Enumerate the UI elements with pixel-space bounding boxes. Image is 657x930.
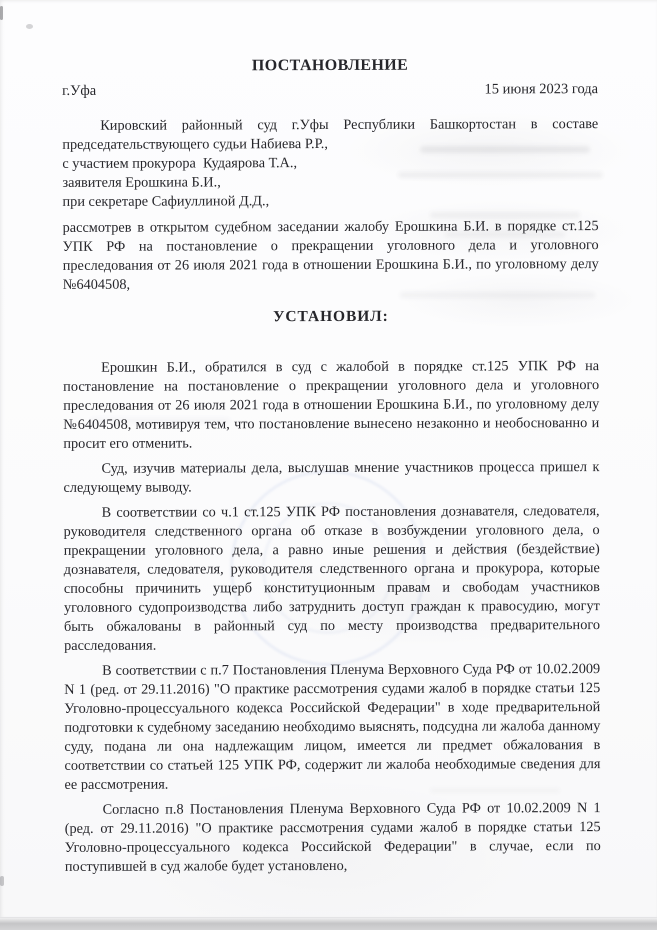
case-review-paragraph: рассмотрев в открытом судебном заседании жалобу Ерошкина Б.И. в порядке ст.125 УПК РФ на постановление о прекращении уголовного дела и уголовного преследования от 26 июля 2021 года в отношении Ерошкина Б.И., по уголовному делу №6404508, — [62, 218, 599, 293]
secretary-line: при секретаре Сафиуллиной Д.Д., — [62, 193, 270, 210]
body-paragraph: Согласно п.8 Постановления Пленума Верховного Суда РФ от 10.02.2009 N 1 (ред. от 29.11.2016) "О практике рассмотрения судами жалоб в порядке статьи 125 Уголовно-процессуального кодекса Российской Федерации" в случае, если по поступившей в суд жалобе будет установлено, — [64, 800, 601, 875]
body-paragraph: В соответствии со ч.1 ст.125 УПК РФ постановления дознавателя, следователя, руководителя следственного органа об отказе в возбуждении уголовного дела, о прекращении уголовного дела, а равно иные решения и действия (бездействие) дознавателя, следователя, руководителя следственного органа и прокурора, которые способны причинить ущерб конституционным правам и свободам участников уголовного судопроизводства либо затруднить доступ граждан к правосудию, могут быть обжалованы в районный суд по месту производства предварительного расследования. — [63, 503, 601, 654]
document-title: ПОСТАНОВЛЕНИЕ — [251, 56, 409, 75]
section-heading-ustanovil: УСТАНОВИЛ: — [273, 307, 389, 326]
date-label: 15 июня 2023 года — [484, 81, 599, 98]
court-composition-paragraph: Кировский районный суд г.Уфы Республики Башкортостан в составе председательствующего судьи Набиева Р.Р., — [62, 116, 599, 153]
prosecutor-line: с участием прокурора Кудаярова Т.А., — [62, 155, 298, 172]
scan-artifact-speck — [0, 876, 4, 886]
document-content — [62, 55, 601, 883]
scan-artifact-speck — [26, 24, 33, 29]
body-paragraph: Ерошкин Б.И., обратился в суд с жалобой в порядке ст.125 УПК РФ на постановление на постановление о прекращении уголовного дела и уголовного преследования от 26 июля 2021 года в отношении Ерошкина Б.И., по уголовному делу №6404508, мотивируя тем, что постановление вынесено незаконно и необоснованно и просит его отменить. — [63, 358, 600, 452]
place-and-date-line — [62, 80, 598, 101]
preamble — [62, 115, 599, 295]
scan-artifact-speck — [0, 6, 3, 20]
body-paragraph: Суд, изучив материалы дела, выслушав мнение участников процесса пришел к следующему выводу. — [63, 459, 600, 496]
scan-edge-band — [0, 917, 657, 930]
document-body — [63, 357, 601, 877]
body-paragraph: В соответствии с п.7 Постановления Пленума Верховного Суда РФ от 10.02.2009 N 1 (ред. от 29.11.2016) "О практике рассмотрения судами жалоб в порядке статьи 125 Уголовно-процессуального кодекса Российской Федерации" в ходе предварительной подготовки к судебному заседанию необходимо выяснять, подсудна ли жалоба данному суду, подана ли она надлежащим лицом, имеется ли предмет обжалования в соответствии со статьей 125 УПК РФ, содержит ли жалоба необходимые сведения для ее рассмотрения. — [64, 661, 601, 793]
city-label: г.Уфа — [62, 82, 97, 99]
applicant-line: заявителя Ерошкина Б.И., — [62, 174, 221, 191]
